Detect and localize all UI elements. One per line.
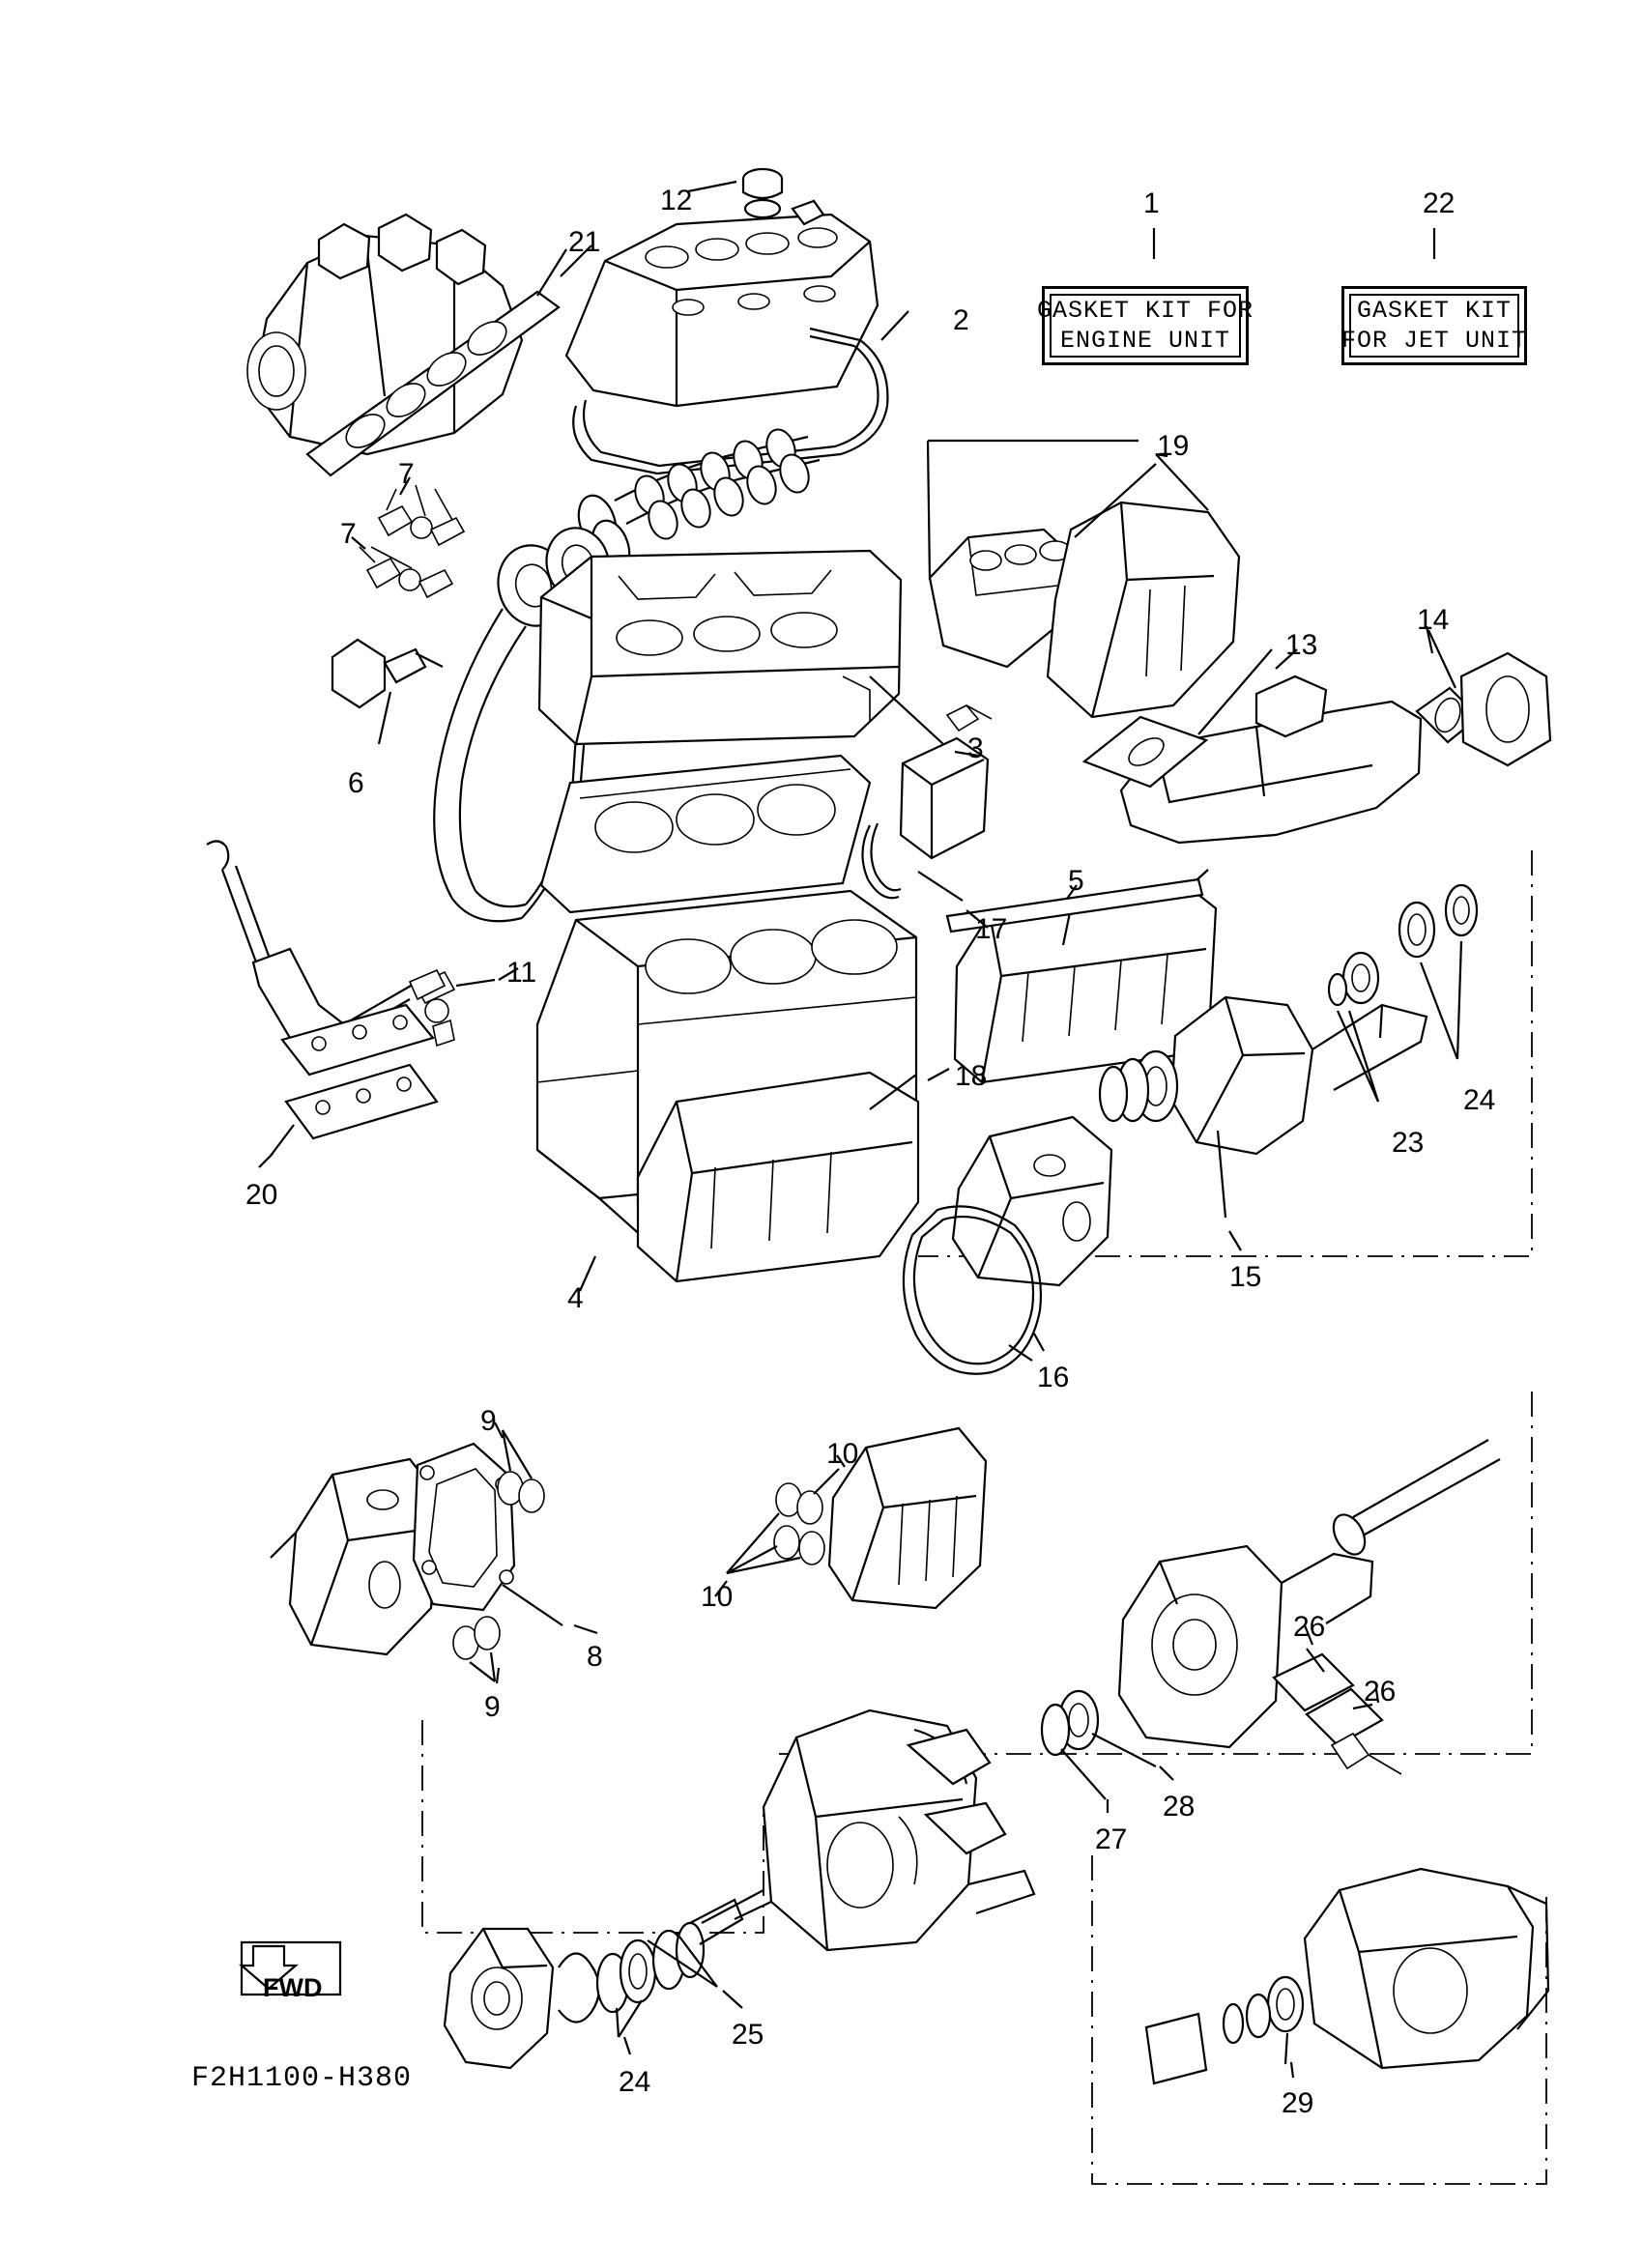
part-21-intake-manifold: [247, 215, 566, 475]
callout-22: 22: [1423, 187, 1456, 219]
callout-25: 25: [732, 2019, 764, 2051]
callout-10-lower: 10: [701, 1581, 734, 1613]
head-gasket: [541, 756, 870, 912]
callout-11: 11: [506, 957, 537, 989]
callout-21: 21: [568, 226, 601, 258]
callout-16: 16: [1037, 1362, 1070, 1393]
callout-12: 12: [660, 185, 693, 216]
part-19-exhaust-manifold: [928, 441, 1239, 717]
callout-2: 2: [953, 304, 969, 336]
fwd-label: FWD: [263, 1973, 323, 2002]
part-12-oil-filler-cap: [688, 169, 782, 217]
part-16-crankcase-cover: [904, 1117, 1111, 1374]
kit-box-jet-line1: GASKET KIT: [1356, 296, 1513, 325]
callout-23: 23: [1392, 1127, 1425, 1159]
callout-6: 6: [348, 767, 364, 799]
callout-18: 18: [955, 1060, 988, 1092]
callout-20: 20: [245, 1179, 278, 1211]
callout-8: 8: [587, 1641, 603, 1673]
kit-box-engine-inner: [1050, 294, 1241, 358]
callout-15: 15: [1229, 1261, 1262, 1293]
part-26-27-28-jet-pump: [1042, 1440, 1500, 1799]
callout-26-lower: 26: [1364, 1676, 1397, 1708]
part-24-25-bearings: [445, 1900, 742, 2068]
callout-19: 19: [1157, 430, 1190, 462]
kit-box-jet-inner: [1349, 294, 1519, 358]
callout-13: 13: [1285, 629, 1318, 661]
callout-9-lower: 9: [484, 1691, 501, 1723]
callout-27: 27: [1095, 1823, 1128, 1855]
callout-14: 14: [1417, 604, 1450, 636]
kit-box-jet-line2: FOR JET UNIT: [1340, 327, 1528, 355]
diagram-code: F2H1100-H380: [191, 2062, 413, 2095]
callout-26-upper: 26: [1293, 1611, 1326, 1643]
jet-pump-housing: [702, 1710, 1034, 1950]
callout-24-upper: 24: [1463, 1084, 1496, 1116]
callout-17: 17: [975, 913, 1008, 945]
callout-24-lower: 24: [619, 2066, 651, 2098]
callout-28: 28: [1163, 1791, 1196, 1823]
callout-1: 1: [1143, 187, 1160, 219]
part-2-head-cover: [566, 201, 908, 474]
callout-7-upper: 7: [398, 458, 415, 490]
callout-4: 4: [567, 1282, 584, 1314]
part-6-chain-tensioner: [332, 640, 443, 744]
kit-box-engine-line1: GASKET KIT FOR: [1036, 296, 1254, 325]
kit-box-engine-line2: ENGINE UNIT: [1059, 327, 1231, 355]
callout-9-upper: 9: [480, 1405, 497, 1437]
callout-3: 3: [967, 732, 984, 764]
callout-7-lower: 7: [340, 518, 357, 550]
part-3-cylinder-head: [539, 551, 943, 744]
part-29-nozzle: [1146, 1869, 1548, 2083]
part-7-bolts: [360, 485, 464, 597]
callout-10-upper: 10: [826, 1438, 859, 1470]
part-8-9-10-pump-housing: [271, 1428, 986, 1681]
callout-5: 5: [1068, 865, 1084, 897]
callout-29: 29: [1282, 2087, 1314, 2119]
part-18-pan-gasket: [638, 1073, 918, 1281]
